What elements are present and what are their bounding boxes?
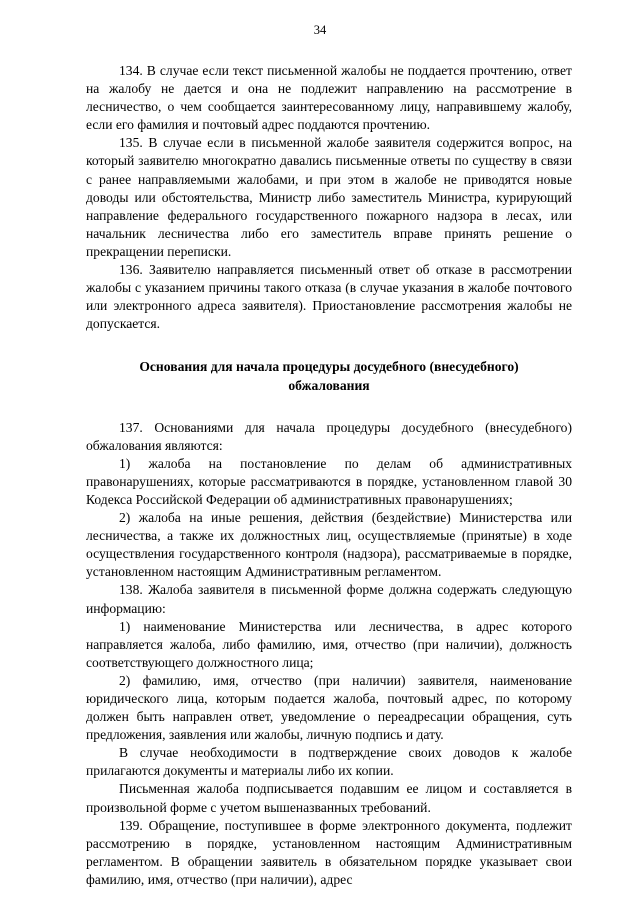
paragraph-137-item-2: 2) жалоба на иные решения, действия (бездействие) Министерства или лесничества, а также их должностных лиц, осуществляемые (принятые) в ходе осуществления государственного контроля (надзора), рассматриваемые в порядке, установленном настоящим Административным регламентом. (86, 510, 572, 580)
paragraph-135: 135. В случае если в письменной жалобе заявителя содержится вопрос, на который заявителю многократно давались письменные ответы по существу в связи с ранее направляемыми жалобами, и при этом в жалобе не приводятся новые доводы или обстоятельства, Министр либо заместитель Министра, курирующий направление федерального государственного пожарного надзора в лесах, или начальник лесничества либо его заместитель вправе принять решение о прекращении переписки. (86, 135, 572, 259)
paragraph-138-item-2: 2) фамилию, имя, отчество (при наличии) заявителя, наименование юридического лица, которым подается жалоба, почтовый адрес, по которому должен быть направлен ответ, уведомление о переадресации обращения, суть предложения, заявления или жалобы, личную подпись и дату. (86, 672, 572, 743)
paragraph-138-note-2: Письменная жалоба подписывается подавшим ее лицом и составляется в произвольной форме с учетом вышеназванных требований. (86, 781, 572, 815)
section-heading (86, 358, 572, 394)
paragraph-136: 136. Заявителю направляется письменный ответ об отказе в рассмотрении жалобы с указанием причины такого отказа (в случае указания в жалобе почтового или электронного адреса заявителя). Приостановление рассмотрения жалобы не допускается. (86, 262, 572, 332)
paragraph-137-item-1: 1) жалоба на постановление по делам об административных правонарушениях, которые рассматриваются в порядке, установленном главой 30 Кодекса Российской Федерации об административных правонарушениях; (86, 455, 572, 507)
paragraph-137: 137. Основаниями для начала процедуры досудебного (внесудебного) обжалования являются: (86, 419, 572, 453)
paragraph-134: 134. В случае если текст письменной жалобы не поддается прочтению, ответ на жалобу не дается и она не подлежит направлению на рассмотрение в лесничество, о чем сообщается заинтересованному лицу, направившему жалобу, если его фамилия и почтовый адрес поддаются прочтению. (86, 63, 572, 133)
paragraph-138: 138. Жалоба заявителя в письменной форме должна содержать следующую информацию: (86, 582, 572, 616)
document-body (86, 62, 572, 889)
paragraph-138-note-1: В случае необходимости в подтверждение своих доводов к жалобе прилагаются документы и материалы либо их копии. (86, 745, 572, 779)
section-heading-line-2: обжалования (288, 377, 370, 393)
section-heading-line-1: Основания для начала процедуры досудебного (внесудебного) (139, 359, 519, 375)
paragraph-138-item-1: 1) наименование Министерства или лесничества, в адрес которого направляется жалоба, либо фамилию, имя, отчество (при наличии), должность соответствующего должностного лица; (86, 618, 572, 670)
paragraph-139: 139. Обращение, поступившее в форме электронного документа, подлежит рассмотрению в порядке, установленном настоящим Административным регламентом. В обращении заявитель в обязательном порядке указывает свои фамилию, имя, отчество (при наличии), адрес (86, 817, 572, 887)
page-number: 34 (313, 23, 327, 37)
